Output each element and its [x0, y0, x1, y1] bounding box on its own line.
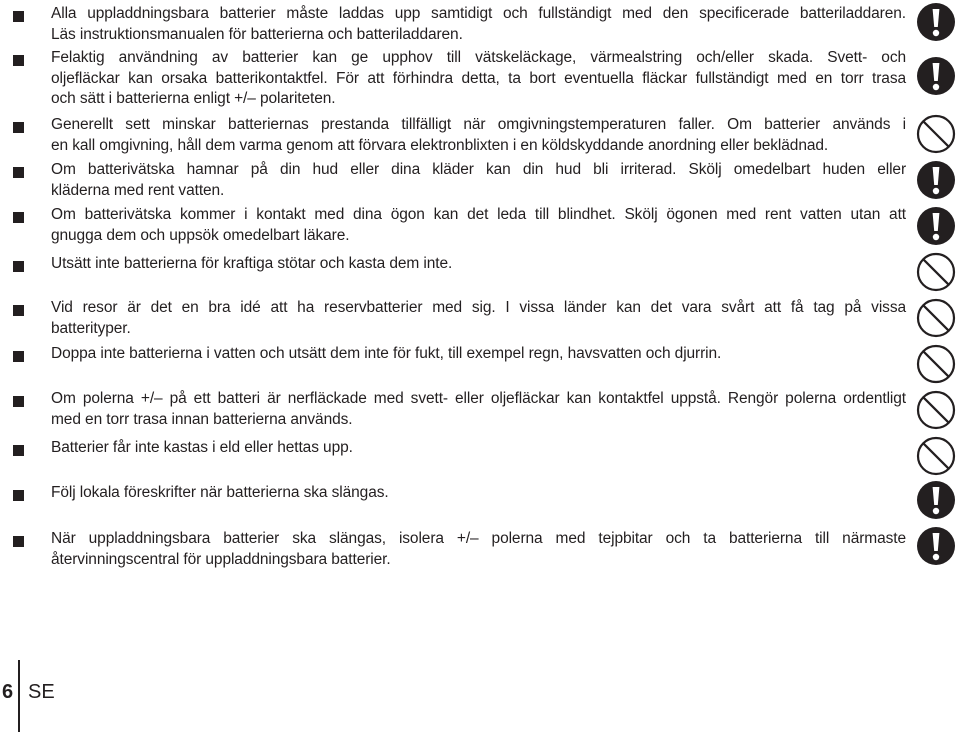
text-line: batterityper.	[51, 319, 131, 337]
prohibition-icon	[916, 436, 956, 476]
item-text	[51, 4, 906, 45]
text-line: Batterier får inte kastas i eld eller hettas upp.	[51, 439, 353, 456]
exclamation-icon	[916, 56, 956, 96]
bullet-square	[13, 305, 24, 316]
bullet-square	[13, 490, 24, 501]
item-text	[51, 529, 906, 570]
item-text	[51, 483, 906, 504]
text-line: Generellt sett minskar batteriernas prestanda tillfälligt när omgivningstemperaturen faller. Om batterier används i	[51, 116, 906, 133]
item-text	[51, 389, 906, 430]
bullet-square	[13, 212, 24, 223]
text-line: Felaktig användning av batterier kan ge upphov till vätskeläckage, värmealstring och/eller skada. Svett- och	[51, 49, 906, 66]
item-text	[51, 254, 906, 275]
bullet-square	[13, 167, 24, 178]
exclamation-icon	[916, 2, 956, 42]
item-text	[51, 298, 906, 339]
page-language-code: SE	[28, 681, 55, 703]
text-line: Utsätt inte batterierna för kraftiga stötar och kasta dem inte.	[51, 255, 453, 272]
prohibition-icon	[916, 298, 956, 338]
bullet-square	[13, 11, 24, 22]
text-line: oljefläckar kan orsaka batterikontaktfel. För att förhindra detta, ta bort eventuella fläckar fullständigt med en torr trasa	[51, 69, 906, 87]
prohibition-icon	[916, 252, 956, 292]
prohibition-icon	[916, 390, 956, 430]
text-line: Alla uppladdningsbara batterier måste laddas upp samtidigt och fullständigt med den specificerade batteriladdaren.	[51, 5, 906, 22]
bullet-square	[13, 536, 24, 547]
exclamation-icon	[916, 206, 956, 246]
text-line: Vid resor är det en bra idé att ha reservbatterier med sig. I vissa länder kan det vara svårt att få tag på vissa	[51, 299, 906, 316]
text-line: Om batterivätska hamnar på din hud eller dina kläder kan din hud bli irriterad. Skölj omedelbart huden eller	[51, 161, 906, 178]
exclamation-icon	[916, 526, 956, 566]
text-line: När uppladdningsbara batterier ska slängas, isolera +/– polerna med tejpbitar och ta batterierna till närmaste	[51, 530, 906, 547]
exclamation-icon	[916, 160, 956, 200]
prohibition-icon	[916, 114, 956, 154]
item-text	[51, 205, 906, 246]
text-line: gnugga dem och uppsök omedelbart läkare.	[51, 226, 350, 244]
exclamation-icon	[916, 480, 956, 520]
text-line: återvinningscentral för uppladdningsbara batterier.	[51, 550, 391, 568]
bullet-square	[13, 55, 24, 66]
prohibition-icon	[916, 344, 956, 384]
text-line: kläderna med rent vatten.	[51, 181, 225, 199]
item-text	[51, 344, 906, 365]
text-line: Följ lokala föreskrifter när batterierna ska slängas.	[51, 484, 389, 501]
item-text	[51, 438, 906, 459]
bullet-square	[13, 445, 24, 456]
text-line: en kall omgivning, håll dem varma genom att förvara elektronblixten i en köldskyddande anordning eller beklädnad.	[51, 136, 829, 154]
text-line: Om batterivätska kommer i kontakt med dina ögon kan det leda till blindhet. Skölj ögonen med rent vatten utan att	[51, 206, 906, 223]
text-line: med en torr trasa innan batterierna används.	[51, 410, 353, 428]
footer-divider	[18, 660, 20, 732]
bullet-square	[13, 261, 24, 272]
text-line: Doppa inte batterierna i vatten och utsätt dem inte för fukt, till exempel regn, havsvatten och djurrin.	[51, 345, 722, 362]
text-line: Läs instruktionsmanualen för batterierna och batteriladdaren.	[51, 25, 463, 43]
item-text	[51, 115, 906, 156]
bullet-square	[13, 396, 24, 407]
text-line: Om polerna +/– på ett batteri är nerfläckade med svett- eller oljefläckar kan kontaktfel uppstå. Rengör polerna ordentligt	[51, 390, 906, 407]
text-line: och sätt i batterierna enligt +/– polariteten.	[51, 90, 336, 107]
bullet-square	[13, 122, 24, 133]
item-text	[51, 160, 906, 201]
page-number: 6	[2, 681, 14, 703]
item-text	[51, 48, 906, 110]
bullet-square	[13, 351, 24, 362]
